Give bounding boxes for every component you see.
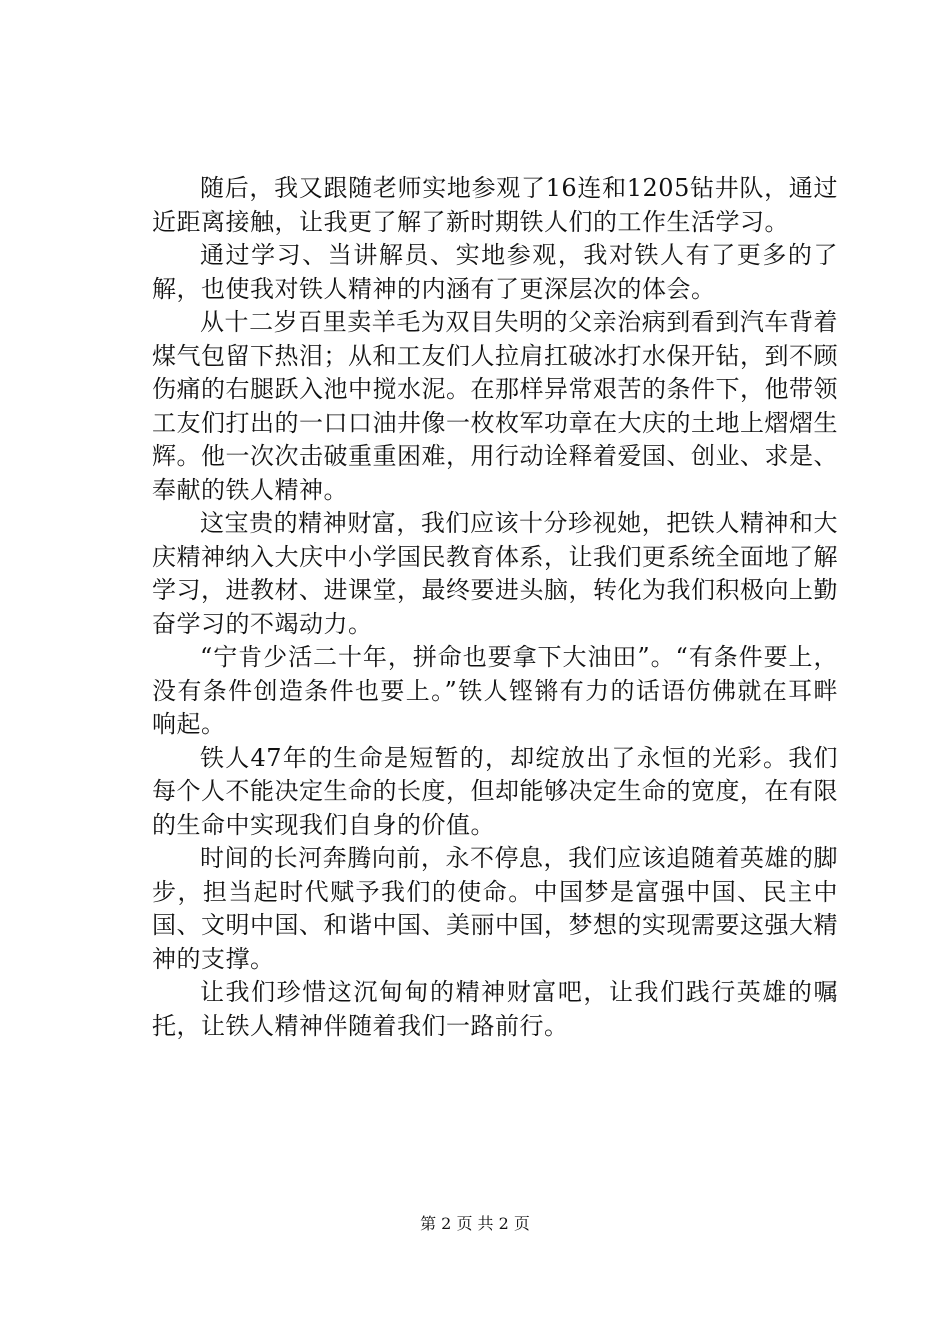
page-number-footer: 第 2 页 共 2 页 <box>420 1214 530 1233</box>
paragraph-5: “宁肯少活二十年，拼命也要拿下大油田”。“有条件要上，没有条件创造条件也要上。”铁人铿锵有力的话语仿佛就在耳畔响起。 <box>152 643 838 738</box>
paragraph-8: 让我们珍惜这沉甸甸的精神财富吧，让我们践行英雄的嘱托，让铁人精神伴随着我们一路前行。 <box>152 978 838 1040</box>
paragraph-3: 从十二岁百里卖羊毛为双目失明的父亲治病到看到汽车背着煤气包留下热泪；从和工友们人拉肩扛破冰打水保开钻，到不顾伤痛的右腿跃入池中搅水泥。在那样异常艰苦的条件下，他带领工友们打出的一口口油井像一枚枚军功章在大庆的土地上熠熠生辉。他一次次击破重重困难，用行动诠释着爱国、创业、求是、奉献的铁人精神。 <box>152 308 838 504</box>
document-body <box>152 172 838 1043</box>
paragraph-1: 随后，我又跟随老师实地参观了16连和1205钻井队，通过近距离接触，让我更了解了新时期铁人们的工作生活学习。 <box>152 174 838 236</box>
paragraph-7: 时间的长河奔腾向前，永不停息，我们应该追随着英雄的脚步，担当起时代赋予我们的使命。中国梦是富强中国、民主中国、文明中国、和谐中国、美丽中国，梦想的实现需要这强大精神的支撑。 <box>152 844 838 973</box>
paragraph-2: 通过学习、当讲解员、实地参观，我对铁人有了更多的了解，也使我对铁人精神的内涵有了更深层次的体会。 <box>152 241 838 303</box>
paragraph-6: 铁人47年的生命是短暂的，却绽放出了永恒的光彩。我们每个人不能决定生命的长度，但却能够决定生命的宽度，在有限的生命中实现我们自身的价值。 <box>152 743 838 839</box>
paragraph-4: 这宝贵的精神财富，我们应该十分珍视她，把铁人精神和大庆精神纳入大庆中小学国民教育体系，让我们更系统全面地了解学习，进教材、进课堂，最终要进头脑，转化为我们积极向上勤奋学习的不竭动力。 <box>152 509 838 638</box>
